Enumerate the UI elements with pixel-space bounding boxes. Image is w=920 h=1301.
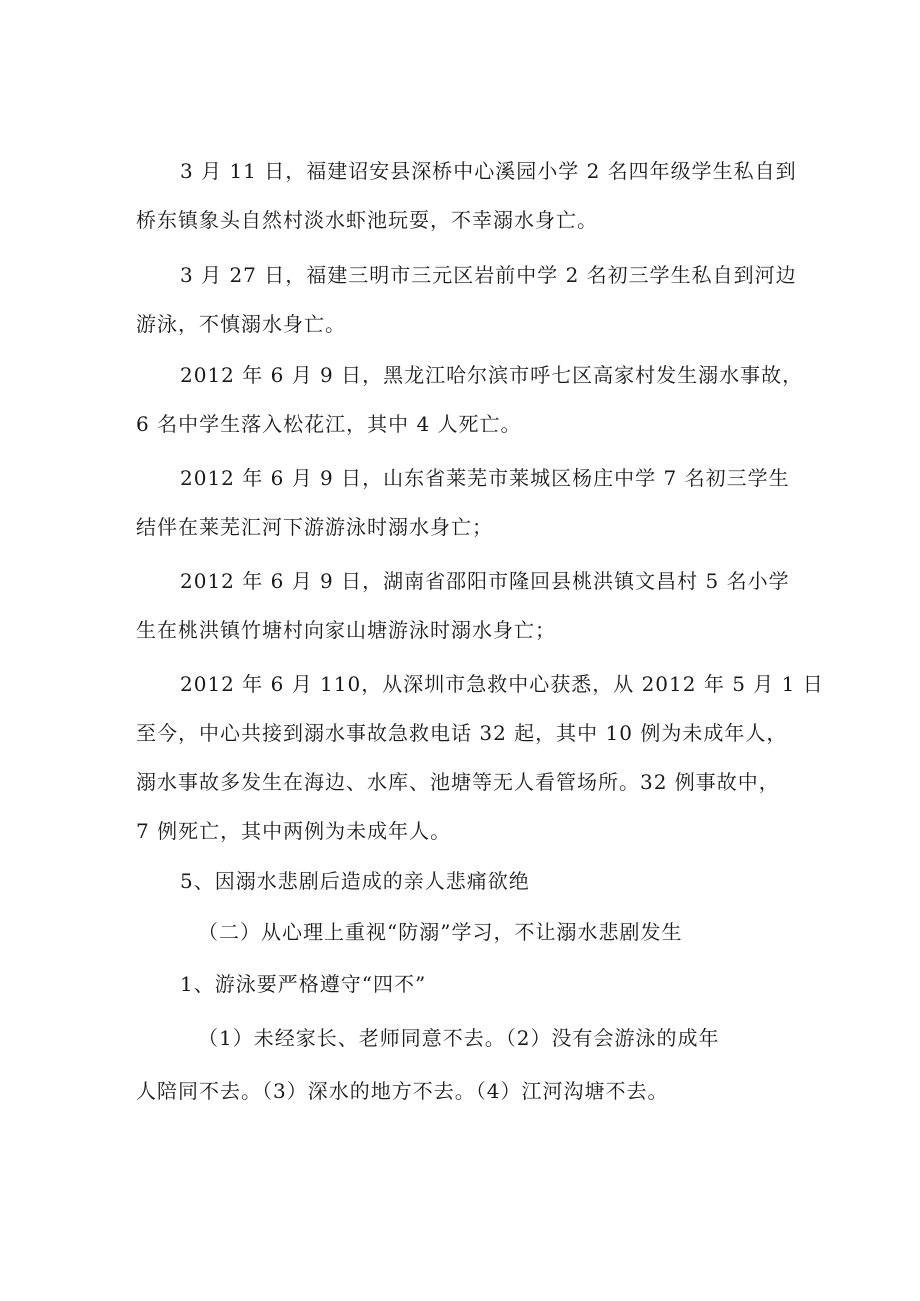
paragraph-5-line-1: 2012 年 6 月 9 日，湖南省邵阳市隆回县桃洪镇文昌村 5 名小学 bbox=[180, 569, 790, 593]
paragraph-2-line-2: 游泳，不慎溺水身亡。 bbox=[136, 312, 346, 336]
section-item-1: 1、游泳要严格遵守“四不” bbox=[180, 972, 427, 996]
paragraph-6-line-3: 溺水事故多发生在海边、水库、池塘等无人看管场所。32 例事故中， bbox=[136, 770, 780, 794]
section-item-5: 5、因溺水悲剧后造成的亲人悲痛欲绝 bbox=[180, 869, 530, 893]
paragraph-4-line-1: 2012 年 6 月 9 日，山东省莱芜市莱城区杨庄中学 7 名初三学生 bbox=[180, 466, 790, 490]
paragraph-4-line-2: 结伴在莱芜汇河下游游泳时溺水身亡； bbox=[136, 515, 493, 539]
paragraph-5-line-2: 生在桃洪镇竹塘村向家山塘游泳时溺水身亡； bbox=[136, 618, 556, 642]
rules-line-2: 人陪同不去。（3）深水的地方不去。（4）江河沟塘不去。 bbox=[136, 1079, 669, 1103]
paragraph-1-line-2: 桥东镇象头自然村淡水虾池玩耍，不幸溺水身亡。 bbox=[136, 208, 598, 232]
paragraph-6-line-1: 2012 年 6 月 110，从深圳市急救中心获悉，从 2012 年 5 月 1 日 bbox=[180, 672, 824, 696]
paragraph-6-line-4: 7 例死亡，其中两例为未成年人。 bbox=[136, 819, 452, 843]
paragraph-3-line-2: 6 名中学生落入松花江，其中 4 人死亡。 bbox=[136, 412, 522, 436]
paragraph-2-line-1: 3 月 27 日，福建三明市三元区岩前中学 2 名初三学生私自到河边 bbox=[180, 263, 797, 287]
rules-line-1: （1）未经家长、老师同意不去。（2）没有会游泳的成年 bbox=[198, 1026, 720, 1050]
section-heading-2: （二）从心理上重视“防溺”学习，不让溺水悲剧发生 bbox=[198, 920, 683, 944]
paragraph-3-line-1: 2012 年 6 月 9 日，黑龙江哈尔滨市呼七区高家村发生溺水事故， bbox=[180, 363, 804, 387]
paragraph-6-line-2: 至今，中心共接到溺水事故急救电话 32 起，其中 10 例为未成年人， bbox=[136, 721, 788, 745]
paragraph-1-line-1: 3 月 11 日，福建诏安县深桥中心溪园小学 2 名四年级学生私自到 bbox=[180, 159, 797, 183]
